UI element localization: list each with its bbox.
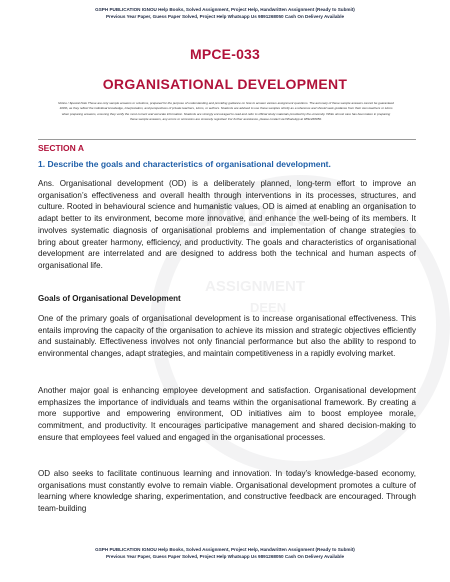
answer-intro-paragraph: Ans. Organisational development (OD) is a deliberately planned, long-term effort to improve an organisation’s effectiveness and overall health through interventions in its processes, structures, and culture. Rooted in behavioural science and humanistic values, OD is aimed at enabling an organisation to adapt better to its environment, become more innovative, and enhance the well-being of its members. It involves systematic diagnosis of organisational problems and implementation of change strategies to bring about greater harmony, efficiency, and productivity. The goals and characteristics of organisational development are interrelated and are designed to address both the technical and human aspects of organisational life. xyxy=(38,179,416,270)
page-footer xyxy=(0,546,450,560)
goal-paragraph-3: OD also seeks to facilitate continuous learning and innovation. In today’s knowledge-based economy, organisations must constantly evolve to remain viable. Organisational development promotes a culture of learning where knowledge sharing, experimentation, and constructive feedback are encouraged. Through team-building xyxy=(38,469,416,514)
divider xyxy=(38,139,416,140)
watermark-text-middle: ASSIGNMENT xyxy=(205,278,306,295)
question-heading: 1. Describe the goals and characteristics of organisational development. xyxy=(38,159,331,169)
disclaimer-note: Notice / Special Note These are only sample answers or solutions, prepared for the purpose of understanding and providing guidance on how to answer various assignment questions. The accuracy of these sample answers cannot be guaranteed 100%, as they reflect the individual knowledge, interpretation, and perspectives of private teachers, tutors, or authors. Students are advised to use these samples strictly as a reference and should seek guidance from their own teachers or tutors when preparing answers, ensuring they verify the most current and accurate information. Students are strongly encouraged to read and refer to official study materials provided by the university. While utmost care has been taken in preparing these sample answers, any errors or omissions are sincerely regretted. For further assistance, please contact via WhatsApp at 9891268050. xyxy=(58,101,394,121)
header-line-2: Previous Year Paper, Guess Paper Solved, Project Help Whatsapp Us 9891268050 Cash On Delivery Available xyxy=(105,14,345,19)
header-line-1: GSPH PUBLICATION IGNOU Help Books, Solved Assignment, Project Help, Handwritten Assignment (Ready to Submit) xyxy=(95,7,355,12)
goals-heading: Goals of Organisational Development xyxy=(38,294,181,303)
course-code: MPCE-033 xyxy=(189,46,261,62)
watermark-text-bottom: DEEN xyxy=(250,300,287,315)
document-title: ORGANISATIONAL DEVELOPMENT xyxy=(102,76,348,92)
section-label: SECTION A xyxy=(38,143,84,153)
page-header xyxy=(0,6,450,20)
goal-paragraph-2: Another major goal is enhancing employee development and satisfaction. Organisational development emphasizes the importance of individuals and teams within the organisational framework. By creating a more supportive and empowering environment, OD initiatives aim to boost employee morale, commitment, and productivity. It encourages participative management and shared decision-making to ensure that employees feel valued and engaged in the organisational processes. xyxy=(38,386,416,442)
footer-line-1: GSPH PUBLICATION IGNOU Help Books, Solved Assignment, Project Help, Handwritten Assignment (Ready to Submit) xyxy=(95,547,355,552)
goal-paragraph-1: One of the primary goals of organisational development is to increase organisational effectiveness. This entails improving the capacity of the organisation to achieve its mission and strategic objectives efficiently and sustainably. Effectiveness involves not only financial performance but also the ability to respond to environmental changes, adapt strategies, and maintain competitiveness in a rapidly evolving market. xyxy=(38,314,416,359)
watermark-text-top: PUBLIC xyxy=(205,200,317,233)
footer-line-2: Previous Year Paper, Guess Paper Solved, Project Help Whatsapp Us 9891268050 Cash On Delivery Available xyxy=(105,554,345,559)
